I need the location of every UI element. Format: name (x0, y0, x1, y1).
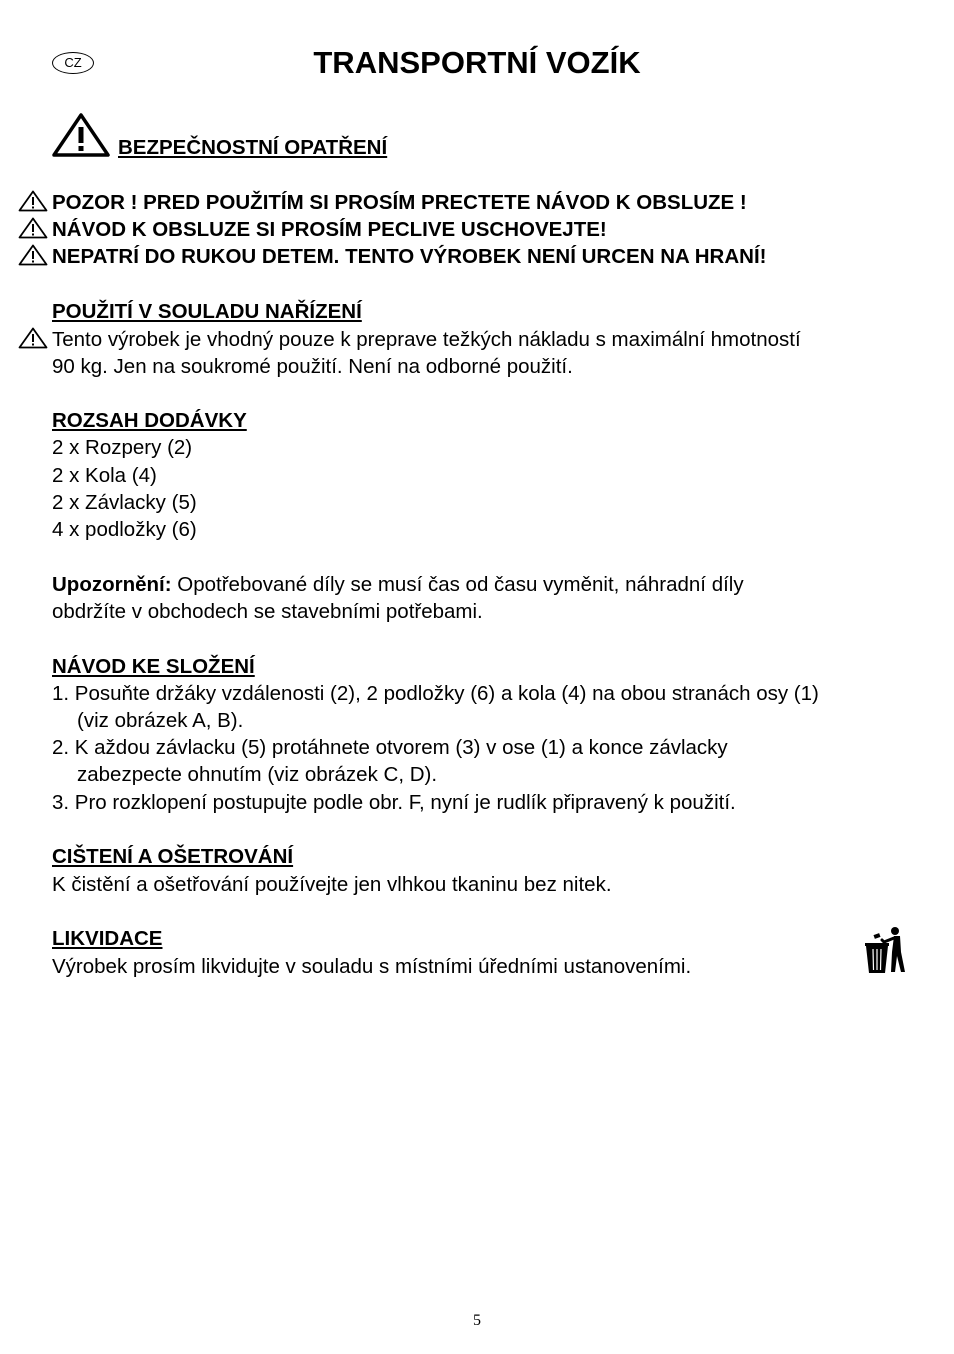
intended-use-heading: POUŽITÍ V SOULADU NAŘÍZENÍ (52, 300, 362, 323)
notice-line-1 (52, 571, 744, 598)
warning-triangle-large-icon (51, 112, 111, 158)
assembly-step-1-cont: (viz obrázek A, B). (77, 709, 244, 732)
assembly-step-2-cont: zabezpecte ohnutím (viz obrázek C, D). (77, 763, 438, 786)
delivery-item: 2 x Kola (4) (52, 464, 157, 487)
delivery-heading: ROZSAH DODÁVKY (52, 409, 247, 432)
notice-label: Upozornění: (52, 573, 172, 596)
disposal-text: Výrobek prosím likvidujte v souladu s místními úředními ustanoveními. (52, 955, 692, 978)
intended-use-line-2: 90 kg. Jen na soukromé použití. Není na odborné použití. (52, 355, 573, 378)
page-number: 5 (473, 1312, 481, 1329)
delivery-item: 4 x podložky (6) (52, 518, 197, 541)
delivery-item: 2 x Rozpery (2) (52, 436, 193, 459)
cleaning-heading: CIŠTENÍ A OŠETROVÁNÍ (52, 845, 294, 868)
warning-triangle-icon (18, 244, 48, 266)
assembly-heading: NÁVOD KE SLOŽENÍ (52, 655, 255, 678)
cleaning-text: K čistění a ošetřování používejte jen vlhkou tkaninu bez nitek. (52, 873, 612, 896)
safety-warning-3: NEPATRÍ DO RUKOU DETEM. TENTO VÝROBEK NENÍ URCEN NA HRANÍ! (52, 245, 767, 268)
disposal-heading: LIKVIDACE (52, 927, 163, 950)
warning-triangle-icon (18, 190, 48, 212)
safety-warning-1: POZOR ! PRED POUŽITÍM SI PROSÍM PRECTETE NÁVOD K OBSLUZE ! (52, 191, 747, 214)
warning-triangle-icon (18, 217, 48, 239)
warning-triangle-icon (18, 327, 48, 349)
country-code-badge: CZ (52, 52, 94, 74)
dispose-in-bin-icon (864, 926, 906, 976)
intended-use-line-1: Tento výrobek je vhodný pouze k preprave težkých nákladu s maximální hmotností (52, 328, 801, 351)
assembly-step-1: 1. Posuňte držáky vzdálenosti (2), 2 podložky (6) a kola (4) na obou stranách osy (1) (52, 682, 819, 705)
assembly-step-3: 3. Pro rozklopení postupujte podle obr. F, nyní je rudlík připravený k použití. (52, 791, 736, 814)
notice-text: Opotřebované díly se musí čas od času vyměnit, náhradní díly (171, 573, 744, 596)
page-title: TRANSPORTNÍ VOZÍK (313, 45, 641, 80)
delivery-item: 2 x Závlacky (5) (52, 491, 197, 514)
notice-line-2: obdržíte v obchodech se stavebními potřebami. (52, 600, 483, 623)
safety-heading: BEZPEČNOSTNÍ OPATŘENÍ (118, 136, 388, 159)
safety-warning-2: NÁVOD K OBSLUZE SI PROSÍM PECLIVE USCHOVEJTE! (52, 218, 607, 241)
assembly-step-2: 2. K aždou závlacku (5) protáhnete otvorem (3) v ose (1) a konce závlacky (52, 736, 728, 759)
